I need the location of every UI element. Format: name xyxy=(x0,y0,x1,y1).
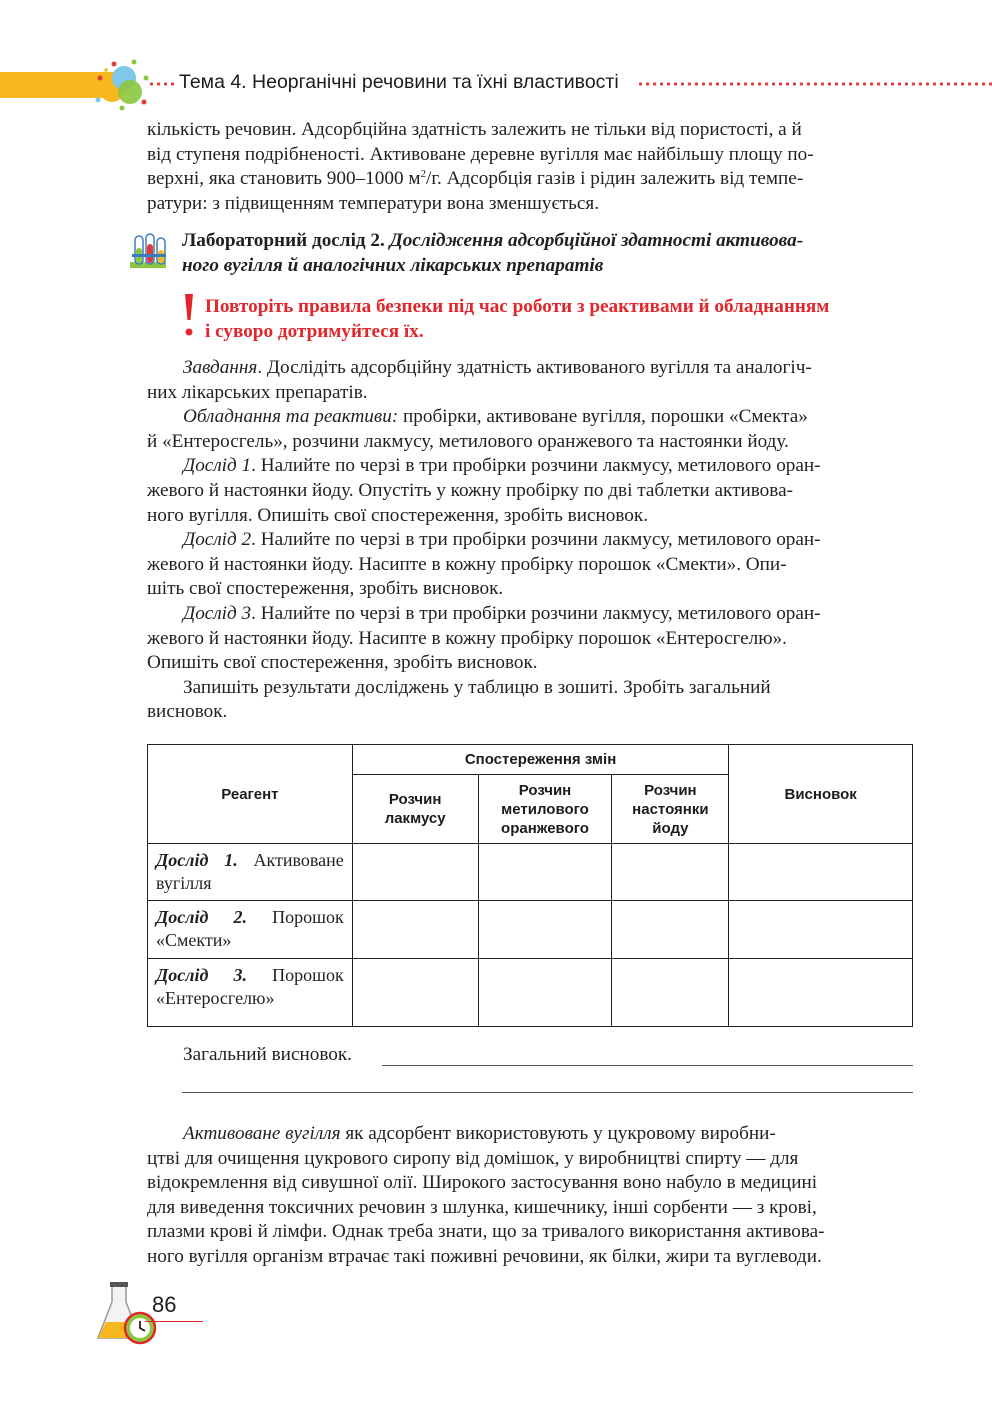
equipment-line: й «Ентеросгель», розчини лакмусу, метилового оранжевого та настоянки йоду. xyxy=(147,430,789,452)
test-tubes-icon xyxy=(128,232,168,272)
lab-label: Лабораторний дослід 2. xyxy=(182,230,385,251)
experiment-2-line: жевого й настоянки йоду. Насипте в кожну пробірку порошок «Смекти». Опи- xyxy=(147,553,787,575)
experiment-2-line: шіть свої спостереження, зробіть висновок. xyxy=(147,578,504,600)
header-dotted-rule xyxy=(637,82,992,86)
experiment-1-line: ного вугілля. Опишіть свої спостереження, зробіть висновок. xyxy=(147,504,649,526)
exclamation-icon xyxy=(183,292,195,338)
warning-line: і суворо дотримуйтеся їх. xyxy=(205,320,424,342)
results-table xyxy=(147,744,913,1027)
table-cell xyxy=(729,844,913,901)
lab-heading xyxy=(182,229,913,278)
page-number: 86 xyxy=(152,1292,177,1317)
chapter-title: Тема 4. Неорганічні речовини та їхні властивості xyxy=(179,71,619,93)
text-line: від ступеня подрібненості. Активоване деревне вугілля має найбільшу площу по- xyxy=(147,143,814,165)
text-line: Активоване вугілля як адсорбент використовують у цукровому виробни- xyxy=(183,1123,776,1144)
col-header-reagent: Реагент xyxy=(148,745,353,844)
col-header-iodine: Розчин настоянки йоду xyxy=(612,775,729,844)
table-cell xyxy=(478,901,612,959)
experiment-2-line: Дослід 2. Налийте по черзі в три пробірки розчини лакмусу, метилового оран- xyxy=(183,529,821,551)
text-line: ратури: з підвищенням температури вона зменшується. xyxy=(147,192,600,214)
table-cell xyxy=(478,844,612,901)
answer-line xyxy=(382,1065,913,1066)
table-cell xyxy=(729,959,913,1027)
text-line: верхні, яка становить 900–1000 $м^2/г$. Адсорбція газів і рідин залежить від темпе- xyxy=(147,168,804,190)
table-row xyxy=(148,901,913,959)
table-row xyxy=(148,959,913,1027)
col-header-litmus: Розчин лакмусу xyxy=(352,775,478,844)
row-reagent: Дослід 2. Порошок «Смекти» xyxy=(148,901,353,959)
lab-title: Дослідження адсорбційної здатності активова- xyxy=(389,230,804,251)
row-reagent: Дослід 1. Активоване вугілля xyxy=(148,844,353,901)
col-header-methyl-orange: Розчин метилового оранжевого xyxy=(478,775,612,844)
equipment-line: Обладнання та реактиви: пробірки, активоване вугілля, порошки «Смекта» xyxy=(183,406,808,428)
general-conclusion-label: Загальний висновок. xyxy=(183,1044,352,1065)
task-line: них лікарських препаратів. xyxy=(147,381,368,403)
table-cell xyxy=(478,959,612,1027)
closing-paragraph xyxy=(147,1122,913,1270)
lab-title-cont: ного вугілля й аналогічних лікарських препаратів xyxy=(182,254,604,276)
text-line: для виведення токсичних речовин з шлунка, кишечнику, інші сорбенти — з крові, xyxy=(147,1196,817,1218)
experiment-3-line: Дослід 3. Налийте по черзі в три пробірки розчини лакмусу, метилового оран- xyxy=(183,602,821,624)
text-line: кількість речовин. Адсорбційна здатність залежить не тільки від пористості, а й xyxy=(147,119,802,140)
col-header-conclusion: Висновок xyxy=(729,745,913,844)
table-cell xyxy=(352,959,478,1027)
table-cell xyxy=(612,844,729,901)
answer-line xyxy=(182,1092,913,1093)
text-line: ного вугілля організм втрачає такі поживні речовини, як білки, жири та вуглеводи. xyxy=(147,1245,822,1267)
text-line: плазми крові й лімфи. Однак треба знати, що за тривалого використання активова- xyxy=(147,1221,825,1243)
text-line: цтві для очищення цукрового сиропу від домішок, у виробництві спирту — для xyxy=(147,1147,799,1169)
footer-rule xyxy=(145,1321,203,1322)
experiment-1-line: Дослід 1. Налийте по черзі в три пробірки розчини лакмусу, метилового оран- xyxy=(183,455,821,477)
text-line: відокремлення від сивушної олії. Широкого застосування воно набуло в медицині xyxy=(147,1172,818,1194)
record-line: висновок. xyxy=(147,701,228,723)
table-cell xyxy=(612,901,729,959)
table-cell xyxy=(729,901,913,959)
warning-line: Повторіть правила безпеки під час роботи з реактивами й обладнанням xyxy=(205,296,830,317)
instructions xyxy=(147,356,913,725)
header-dotted-rule xyxy=(148,82,176,86)
table-cell xyxy=(352,901,478,959)
task-line: Завдання. Дослідіть адсорбційну здатність активованого вугілля та аналогіч- xyxy=(183,357,812,378)
table-cell xyxy=(352,844,478,901)
experiment-3-line: жевого й настоянки йоду. Насипте в кожну пробірку порошок «Ентеросгелю». xyxy=(147,627,787,649)
col-header-observations: Спостереження змін xyxy=(352,745,729,775)
table-row xyxy=(148,844,913,901)
experiment-1-line: жевого й настоянки йоду. Опустіть у кожну пробірку по дві таблетки активова- xyxy=(147,479,793,501)
record-line: Запишіть результати досліджень у таблицю в зошиті. Зробіть загальний xyxy=(183,676,771,698)
table-cell xyxy=(612,959,729,1027)
safety-warning xyxy=(205,295,915,344)
experiment-3-line: Опишіть свої спостереження, зробіть висновок. xyxy=(147,652,538,674)
intro-paragraph xyxy=(147,118,913,216)
row-reagent: Дослід 3. Порошок «Ентеросгелю» xyxy=(148,959,353,1027)
molecule-logo-icon xyxy=(92,56,152,112)
